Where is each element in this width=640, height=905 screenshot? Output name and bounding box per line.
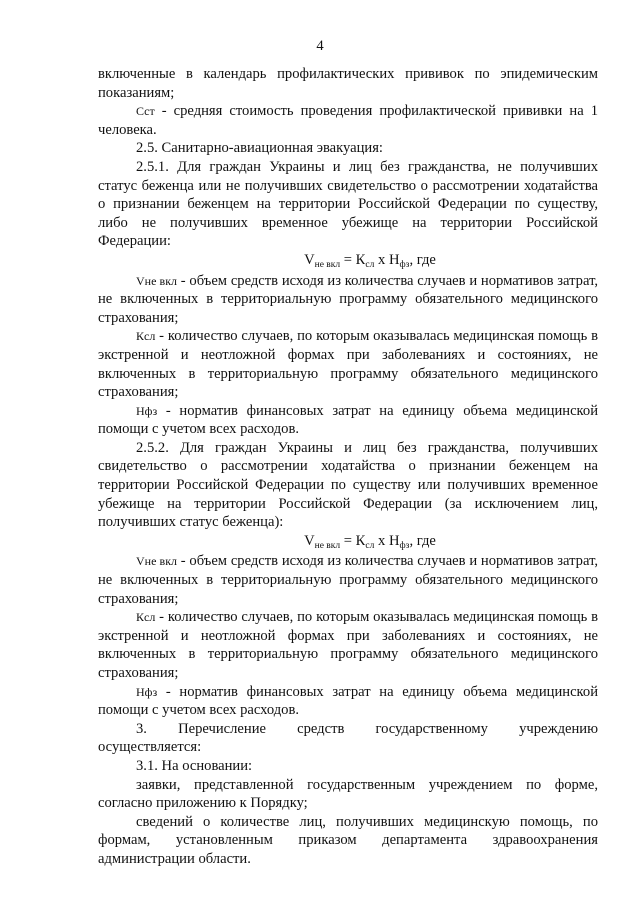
paragraph-continuation: осуществляется: xyxy=(98,739,202,756)
section-heading: 3. Перечисление средств государственному учреждению xyxy=(136,720,598,737)
paragraph: сведений о количестве лиц, получивших медицинскую помощь, по формам, установленным приказом департамента здравоохранения администрации области. xyxy=(98,813,598,867)
definition: - норматив финансовых затрат на единицу объема медицинской помощи с учетом всех расходов. xyxy=(98,683,598,719)
definition: - количество случаев, по которым оказывалась медицинская помощь в экстренной и неотложной формах при заболеваниях и состояниях, не включенных в территориальную программу обязательного медицинского страхования; xyxy=(98,609,598,681)
paragraph: 3.1. На основании: xyxy=(136,757,253,774)
symbol: Vне вкл xyxy=(136,273,178,288)
definition: - средняя стоимость проведения профилактической прививки на 1 человека. xyxy=(98,103,598,138)
paragraph: заявки, представленной государственным учреждением по форме, согласно приложению к Порядку; xyxy=(98,776,598,812)
symbol: Нфз xyxy=(136,403,158,418)
formula: $V_{не вкл} = К_{сл}$ х $Н_{фз}$, где xyxy=(304,251,436,270)
symbol: Сст xyxy=(136,104,155,119)
paragraph: 2.5.1. Для граждан Украины и лиц без гражданства, не получивших статус беженца или не получивших свидетельство о рассмотрении ходатайства о признании беженцем на территории Российской Федерации по существу, либо не получивших временное убежище на территории Российской Федерации: xyxy=(98,158,598,250)
paragraph xyxy=(98,327,598,401)
paragraph: 2.5.2. Для граждан Украины и лиц без гражданства, получивших свидетельство о рассмотрении ходатайства о признании беженцем на территории Российской Федерации по существу или получивших временное убежище на территории Российской Федерации (за исключением лиц, получивших статус беженца): xyxy=(98,439,598,531)
paragraph xyxy=(98,402,598,439)
definition: - норматив финансовых затрат на единицу объема медицинской помощи с учетом всех расходов. xyxy=(98,402,598,438)
paragraph xyxy=(98,683,598,720)
paragraph xyxy=(98,102,598,139)
paragraph xyxy=(98,608,598,682)
symbol: Кcл xyxy=(136,329,156,344)
symbol: Кcл xyxy=(136,610,156,625)
document-body xyxy=(98,65,598,869)
paragraph: включенные в календарь профилактических прививок по эпидемическим показаниям; xyxy=(98,66,598,101)
section-heading: 2.5. Санитарно-авиационная эвакуация: xyxy=(136,140,383,157)
symbol: Vне вкл xyxy=(136,554,178,569)
page-number: 4 xyxy=(316,38,324,54)
paragraph xyxy=(98,552,598,608)
symbol: Нфз xyxy=(136,684,158,699)
paragraph xyxy=(98,272,598,328)
definition: - объем средств исходя из количества случаев и нормативов затрат, не включенных в территориальную программу обязательного медицинского страхования; xyxy=(98,553,598,607)
formula: $V_{не вкл} = К_{сл}$ х $Н_{фз}$, где xyxy=(304,532,436,551)
definition: - объем средств исходя из количества случаев и нормативов затрат, не включенных в территориальную программу обязательного медицинского страхования; xyxy=(98,272,598,326)
definition: - количество случаев, по которым оказывалась медицинская помощь в экстренной и неотложной формах при заболеваниях и состояниях, не включенных в территориальную программу обязательного медицинского страхования; xyxy=(98,328,598,401)
